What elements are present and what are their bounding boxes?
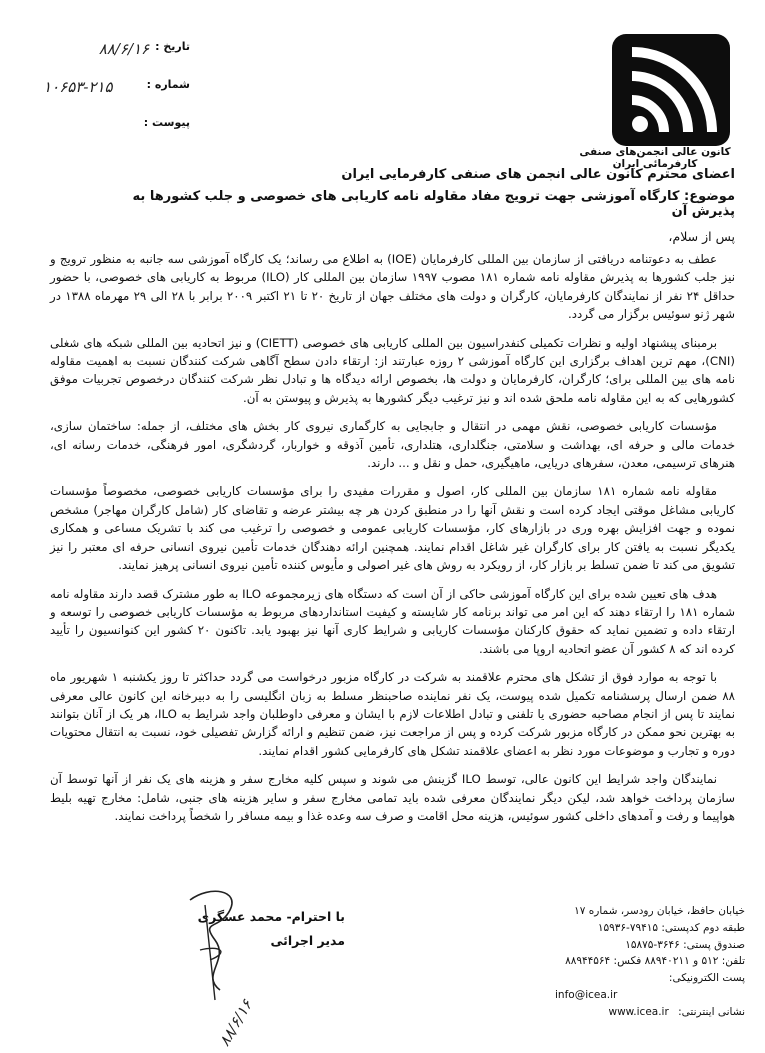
signature-title: مدیر اجرائی bbox=[270, 933, 345, 948]
email-label: پست الکترونیکی: bbox=[668, 972, 745, 985]
address-line: تلفن: ۵۱۲ و ۸۸۹۴۰۲۱۱ فکس: ۸۸۹۴۴۵۶۴ bbox=[565, 955, 745, 968]
paragraph: هدف های تعیین شده برای این کارگاه آموزشی حاکی از آن است که دستگاه های زیرمجموعه ILO به طور مشترک قصد دارند مقاوله نامه شماره ۱۸۱ را ارتقاء دهند که این امر می تواند برنامه کار شایسته و کیفیت استانداردهای مربوط به مؤسسات کاریابی خصوصی را توسعه و ارتقاء داده و تضمین نماید که حقوق کارکنان مؤسسات کاریابی و شرایط کاری آنها نیز بهبود یابد. تاکنون ۲۰ کشور این کنوانسیون را تأیید کرده اند که ۸ کشور آن عضو اتحادیه اروپا می باشند. bbox=[50, 586, 735, 656]
address-line: طبقه دوم کدپستی: ۷۹۴۱۵-۱۵۹۳۶ bbox=[597, 921, 745, 934]
date-row bbox=[20, 40, 190, 78]
icea-logo-icon bbox=[612, 34, 730, 146]
handwritten-signature-icon bbox=[170, 880, 270, 1050]
paragraph: مؤسسات کاریابی خصوصی، نقش مهمی در انتقال و جابجایی به کارگماری نیروی کار بخش های مختلف، از جمله: ساختمان سازی، خدمات مالی و حرفه ای، بهداشت و سلامتی، جنگلداری، هتلداری، تأمین آذوقه و خواربار، گردشگری، امور فرهنگی، خدمات رسانه ای، هنرهای ترسیمی، معدن، سفرهای دریایی، ماهیگیری، حمل و نقل و ... دارند. bbox=[50, 419, 735, 471]
address-line: صندوق پستی: ۳۶۴۶-۱۵۸۷۵ bbox=[625, 938, 745, 951]
paragraph: مقاوله نامه شماره ۱۸۱ سازمان بین المللی کار، اصول و مقررات مفیدی را برای مؤسسات کاریابی خصوصی، مخصوصاً مؤسسات کاریابی مشاغل موقتی ایجاد کرده است و نقش آنها را در منطبق کردن هر چه بیشتر عرضه و تقاضای کار (شامل کارگران مهاجر) مشخص نموده و جهت افزایش بهره وری در بازارهای کار، مؤسسات کاریابی عمومی و خصوصی را ترغیب می کند با تشریک مساعی و همکاری یکدیگر نسبت به یافتن کار برای کارگران غیر شاغل اقدام نمایند. همچنین ارائه دهندگان خدمات تأمین نیروی انسانی حرفه ای معتبر را نیز تشویق می کند تا ضمن تسلط بر بازار کار، از رویکرد به روش های غیر اصولی و مأیوس کننده تأمین نیروی انسانی پرهیز نمایند. bbox=[50, 484, 735, 573]
address-block bbox=[555, 903, 745, 1021]
attachment-label: پیوست : bbox=[143, 116, 190, 129]
web-row bbox=[555, 1004, 745, 1021]
paragraph: با توجه به موارد فوق از تشکل های محترم علاقمند به شرکت در کارگاه مزبور درخواست می گردد حداکثر تا روز یکشنبه ۱ شهریور ماه ۸۸ ضمن ارسال پرسشنامه تکمیل شده پیوست، یک نفر نماینده صاحبنظر مسلط به زبان انگلیسی را به دبیرخانه این کانون عالی معرفی نمایند تا پس از انجام مصاحبه حضوری یا تلفنی و تبادل اطلاعات لازم با ایشان و معرفی داوطلبان واجد شرایط به ILO، هر یک از آنان بتوانند به بهترین نحو ممکن در کارگاه مزبور شرکت کرده و پس از مراجعت نیز، ضمن تنظیم و ارائه گزارش تفصیلی خود، نسبت به انتقال محتویات دوره و تجارب و موضوعات مورد نظر به اعضای علاقمند تشکل های کارفرمایی کشور اقدام نمایند. bbox=[50, 670, 735, 758]
signature-closing: با احترام- محمد عسگری bbox=[197, 909, 345, 924]
addressee: اعضای محترم کانون عالی انجمن های صنفی کارفرمایی ایران bbox=[341, 167, 735, 182]
date-value: ۸۸/۶/۱۶ bbox=[98, 40, 150, 58]
attachment-row bbox=[20, 116, 190, 154]
email-row bbox=[555, 970, 745, 987]
email-value-row bbox=[555, 987, 745, 1004]
paragraph: برمبنای پیشنهاد اولیه و نظرات تکمیلی کنفدراسیون بین المللی کاریابی های خصوصی (CIETT) و نیز اتحادیه بین المللی شبکه های شغلی (CNI)، مهم ترین اهداف برگزاری این کارگاه آموزشی ۲ روزه عبارتند از: ارتقاء دادن سطح آگاهی شرکت کنندگان نسبت به اهمیت مقاوله نامه های بین المللی برای؛ کارگران، کارفرمایان و دولت ها، بخصوص ارائه دیدگاه ها و تبادل نظر شرکت کنندگان درخصوص تجربیات موفق کشورهایی که به این مقاوله نامه ملحق شده اند و نیز ترغیب دیگر کشورها به پذیرش و پیوستن به آن. bbox=[50, 335, 735, 405]
address-line: خیابان حافظ، خیابان رودسر، شماره ۱۷ bbox=[574, 905, 745, 917]
paragraph: عطف به دعوتنامه دریافتی از سازمان بین المللی کارفرمایان (IOE) به اطلاع می رساند؛ یک کارگاه آموزشی سه جانبه به منظور ترویج و نیز جلب کشورها به پذیرش مقاوله نامه شماره ۱۸۱ مصوب ۱۹۹۷ سازمان بین المللی کار (ILO) مربوط به کاریابی های خصوصی، با حضور حداقل ۲۴ نفر از نمایندگان کارفرمایان، کارگران و دولت های مختلف جهان از تاریخ ۲۰ تا ۲۱ اکتبر ۲۰۰۹ برابر با ۲۸ الی ۲۹ مهرماه ۱۳۸۸ در شهر ژنو سوئیس برگزار می گردد. bbox=[50, 252, 735, 322]
org-name: کانون عالی انجمن‌های صنفی کارفرمائی ایران bbox=[579, 146, 731, 170]
web-link[interactable]: www.icea.ir bbox=[608, 1005, 669, 1018]
subject-line: موضوع: کارگاه آموزشی جهت ترویج مفاد مقاوله نامه کاریابی های خصوصی و جلب کشورها به پذیرش آن bbox=[132, 189, 735, 219]
greeting: پس از سلام، bbox=[668, 229, 735, 244]
number-row bbox=[20, 78, 190, 116]
handwritten-date: ۸۸/۶/۱۶ bbox=[215, 996, 256, 1050]
web-label: نشانی اینترنتی: bbox=[678, 1005, 745, 1018]
date-label: تاریخ : bbox=[155, 40, 190, 53]
paragraph: نمایندگان واجد شرایط این کانون عالی، توسط ILO گزینش می شوند و سپس کلیه مخارج سفر و هزینه های یک نفر از آنها توسط آن سازمان پرداخت خواهد شد، لیکن دیگر نمایندگان معرفی شده باید تمامی مخارج سفر و سایر هزینه های جنبی، شامل: مخارج تهیه بلیط هواپیما و رفت و آمدهای داخلی کشور سوئیس، هزینه محل اقامت و صرف سه وعده غذا و بیمه مسافر را شخصاً پرداخت نمایند. bbox=[50, 772, 735, 823]
letter-meta bbox=[20, 40, 190, 154]
email-link[interactable]: info@icea.ir bbox=[555, 988, 618, 1001]
letter-body bbox=[50, 250, 735, 835]
number-label: شماره : bbox=[146, 78, 190, 91]
number-value: ۱۰۶۵۳-۲۱۵ bbox=[43, 78, 113, 96]
